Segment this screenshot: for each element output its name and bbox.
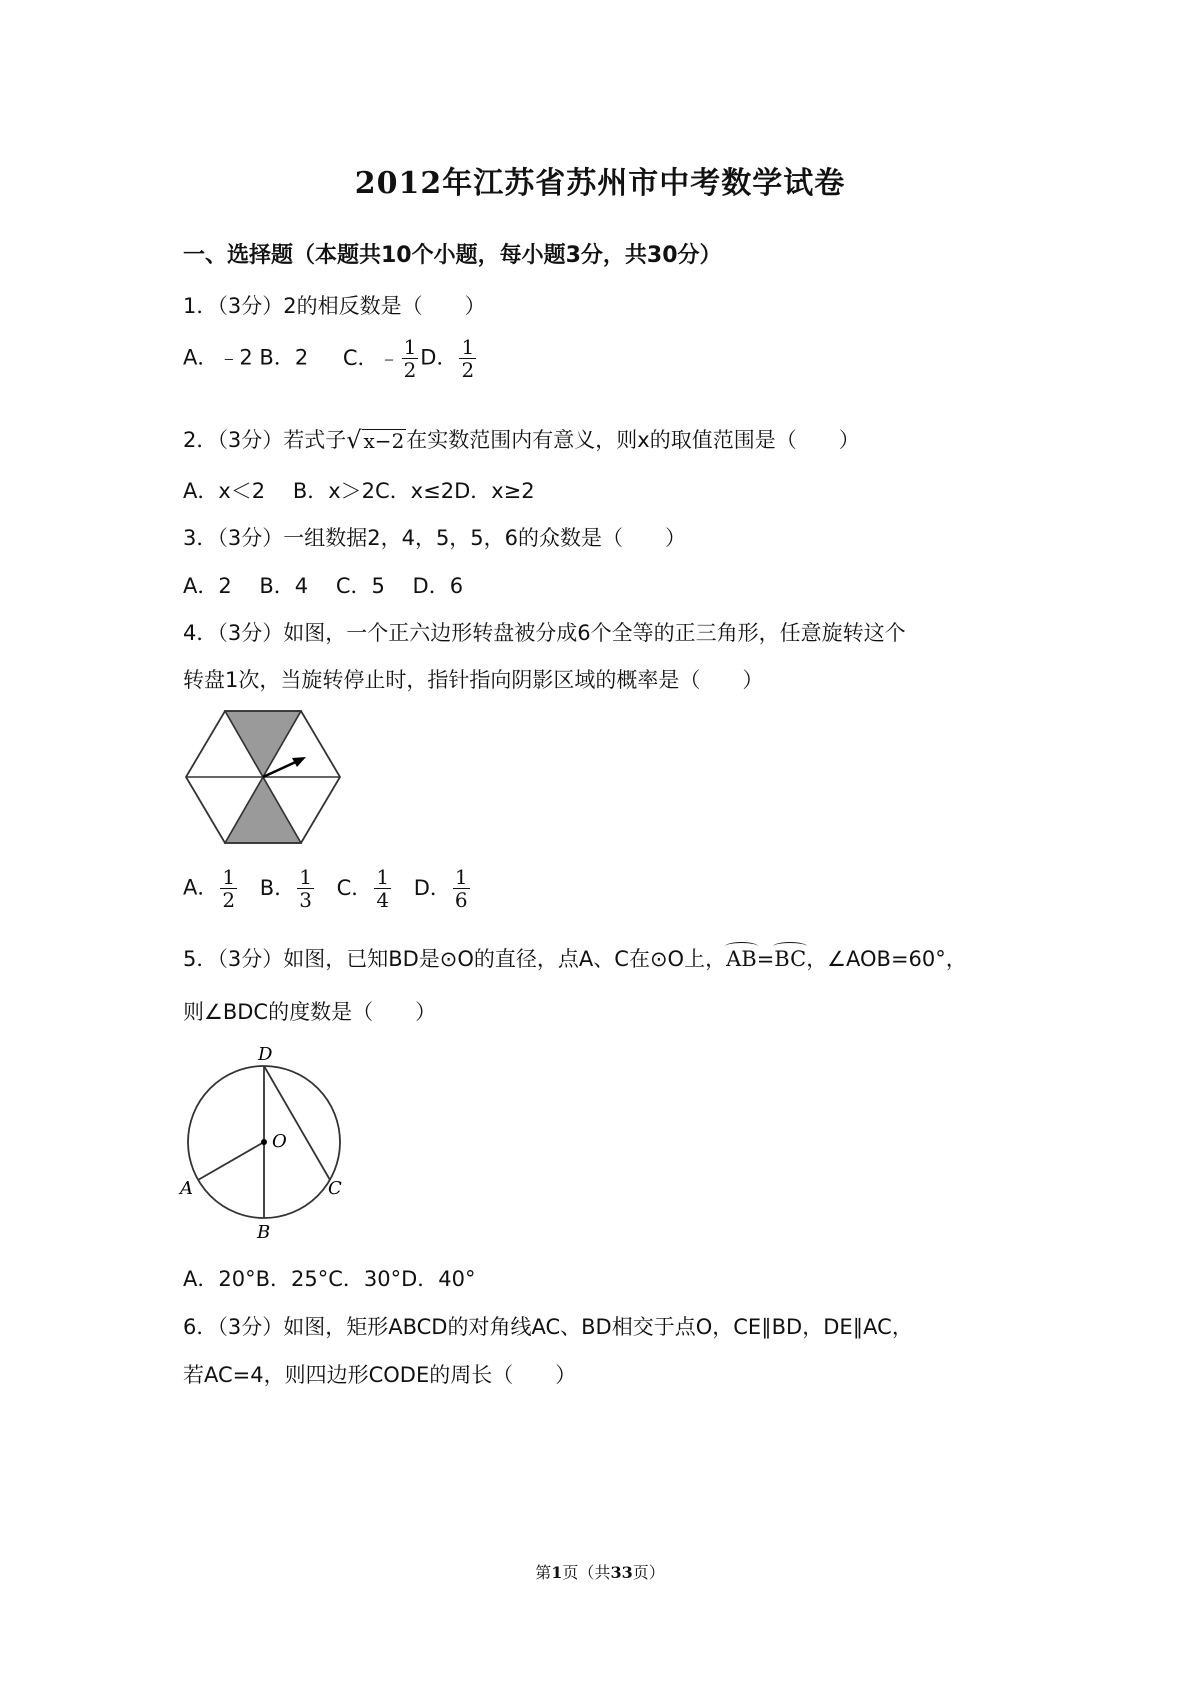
question-2-options: A．x＜2 B．x＞2C．x≤2D．x≥2 [183,479,535,503]
radicand: x−2 [363,429,405,453]
denominator: 6 [454,888,468,912]
q5-stem-suffix: ，∠AOB=60°， [806,947,967,971]
q2-stem-prefix: 2．（3分）若式子 [183,428,347,452]
segment-oa [198,1142,264,1180]
denominator: 3 [299,888,312,912]
page-footer [0,1560,1200,1583]
denominator: 2 [461,358,475,382]
label-d: D [258,1044,273,1065]
question-5-stem-line1 [183,943,967,973]
footer-middle: 页（共 [562,1563,611,1582]
denominator: 2 [403,358,417,382]
q1-option-d-fraction [459,336,476,381]
q4-option-d: D． [413,875,451,900]
denominator: 4 [376,888,390,912]
q1-option-c-prefix: C．﹣ [342,345,400,370]
arc-bc: BC [774,947,807,971]
numerator: 1 [222,865,236,889]
q1-option-a: A．﹣2 [183,345,253,370]
question-1-stem: 1．（3分）2的相反数是（ ） [183,294,486,318]
hexagon-spinner-figure [180,708,346,846]
denominator: 2 [222,888,236,912]
numerator: 1 [461,335,475,359]
question-6-stem-line1: 6．（3分）如图，矩形ABCD的对角线AC、BD相交于点O，CE∥BD，DE∥AC， [183,1315,913,1339]
circle-figure [178,1040,358,1240]
section-heading: 一、选择题（本题共10个小题，每小题3分，共30分） [183,243,722,268]
numerator: 1 [403,335,417,359]
q1-option-d-prefix: D． [420,345,458,370]
question-4-stem-line1: 4．（3分）如图，一个正六边形转盘被分成6个全等的正三角形，任意旋转这个 [183,621,906,645]
center-point [261,1139,267,1145]
question-5-options: A．20°B．25°C．30°D．40° [183,1267,476,1291]
question-4-options [183,866,472,911]
page-title: 2012年江苏省苏州市中考数学试卷 [354,166,846,201]
sqrt-icon: √ [346,426,362,454]
shaded-triangle-bottom [225,777,301,843]
q4-option-b-fraction [297,866,314,911]
question-3-stem: 3．（3分）一组数据2，4，5，5，6的众数是（ ） [183,526,687,550]
q1-option-b: B．2 [259,345,309,370]
q4-option-b: B． [259,875,296,900]
question-2-stem [183,424,860,454]
page-number: 1 [551,1563,563,1582]
q4-option-a-fraction [220,866,237,911]
segment-dc [264,1066,330,1180]
q5-stem-prefix: 5．（3分）如图，已知BD是⊙O的直径，点A、C在⊙O上， [183,947,727,971]
total-pages: 33 [610,1563,633,1582]
q4-option-c: C． [336,875,373,900]
q4-option-c-fraction [374,866,391,911]
label-b: B [257,1222,271,1240]
footer-suffix: 页） [632,1563,665,1582]
q4-option-a: A． [183,875,219,900]
question-5-stem-line2: 则∠BDC的度数是（ ） [183,1000,437,1024]
question-4-stem-line2: 转盘1次，当旋转停止时，指针指向阴影区域的概率是（ ） [183,668,764,692]
equals-sign: = [756,947,775,971]
numerator: 1 [376,865,390,889]
label-o: O [272,1131,287,1152]
question-3-options: A．2 B．4 C．5 D．6 [183,574,464,598]
q4-option-d-fraction [453,866,470,911]
label-c: C [328,1178,342,1199]
shaded-triangle-top [225,711,301,777]
sqrt-expression [346,426,406,454]
label-a: A [180,1178,193,1199]
footer-prefix: 第 [535,1563,552,1582]
q1-option-c-fraction [402,336,419,381]
q2-stem-suffix: 在实数范围内有意义，则x的取值范围是（ ） [406,428,860,452]
arc-ab: AB [726,947,757,971]
numerator: 1 [299,865,312,889]
question-6-stem-line2: 若AC=4，则四边形CODE的周长（ ） [183,1363,577,1387]
question-1-options [183,336,478,381]
numerator: 1 [454,865,468,889]
